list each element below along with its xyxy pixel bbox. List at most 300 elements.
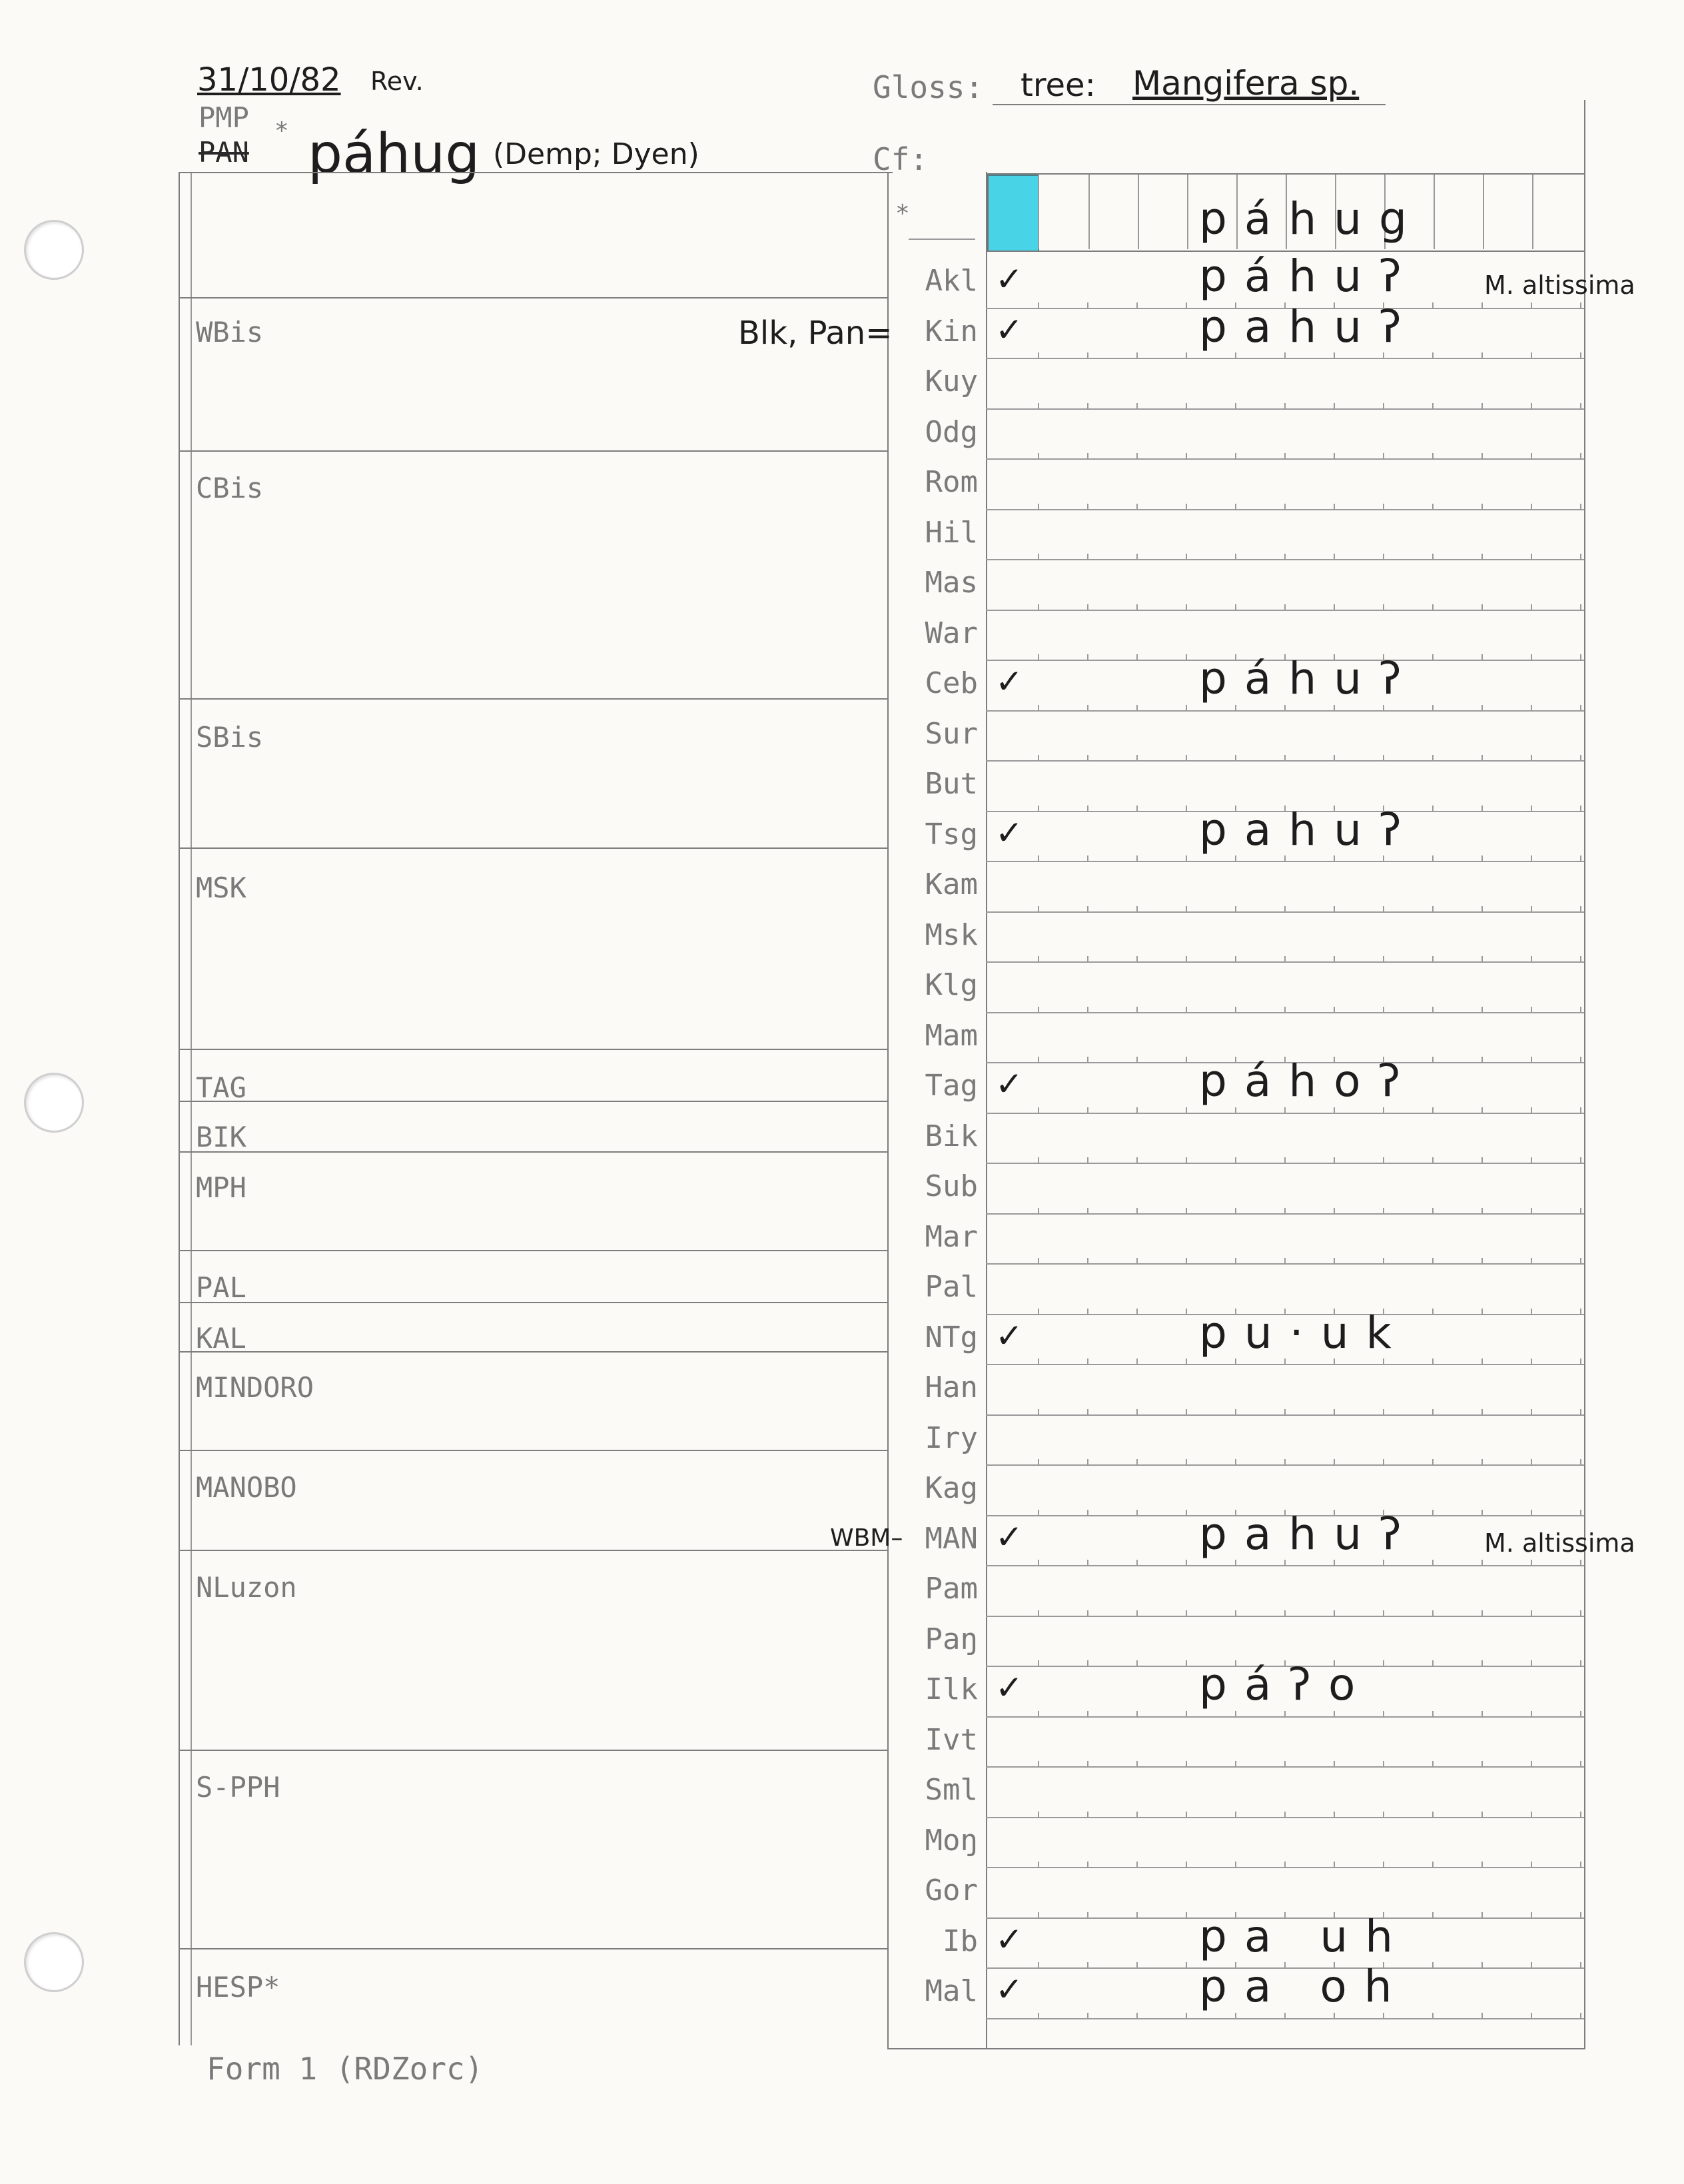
row-tick: [1383, 1862, 1384, 1867]
row-tick: [1136, 1459, 1138, 1464]
row-tick: [1580, 1157, 1581, 1163]
row-tick: [1334, 855, 1335, 861]
reflex-form: pahuʔ: [1199, 1508, 1419, 1560]
row-tick: [1481, 755, 1483, 760]
row-tick: [1087, 1660, 1088, 1666]
language-code: Ilk: [925, 1672, 978, 1706]
row-tick: [1087, 705, 1088, 710]
row-tick: [1136, 1007, 1138, 1012]
row-tick: [1580, 1309, 1581, 1314]
row-tick: [1136, 1208, 1138, 1213]
row-tick: [1432, 1359, 1434, 1364]
row-tick: [1531, 1962, 1532, 1967]
language-code: Hil: [925, 515, 978, 550]
row-tick: [1432, 453, 1434, 458]
row-tick: [1284, 352, 1286, 358]
row-tick: [1481, 906, 1483, 911]
row-tick: [1531, 1912, 1532, 1917]
reflex-form: pa oh: [1199, 1961, 1410, 2012]
row-tick: [1531, 1610, 1532, 1616]
row-tick: [1580, 403, 1581, 408]
check-mark: ✓: [995, 813, 1023, 852]
row-tick: [1186, 2013, 1187, 2018]
row-tick: [1432, 1761, 1434, 1766]
row-tick: [1432, 1258, 1434, 1263]
language-code: Akl: [925, 264, 978, 298]
language-code: Sur: [925, 716, 978, 751]
row-tick: [1038, 1711, 1039, 1716]
row-tick: [1334, 755, 1335, 760]
row-tick: [1580, 1761, 1581, 1766]
row-tick: [1136, 806, 1138, 811]
row-tick: [1087, 1459, 1088, 1464]
grid-column: [1088, 175, 1090, 249]
row-line: [986, 1766, 1584, 1768]
row-tick: [1481, 654, 1483, 660]
row-tick: [1481, 1812, 1483, 1817]
grid-column: [1532, 175, 1533, 249]
row-tick: [1481, 1610, 1483, 1616]
row-tick: [1580, 1560, 1581, 1565]
top-frame: [179, 172, 893, 173]
row-tick: [1432, 1157, 1434, 1163]
row-tick: [1038, 956, 1039, 961]
row-tick: [1087, 654, 1088, 660]
row-tick: [1186, 1560, 1187, 1565]
right-frame: [1584, 100, 1585, 2048]
row-tick: [1284, 1409, 1286, 1414]
row-tick: [1531, 755, 1532, 760]
row-tick: [1334, 2013, 1335, 2018]
row-tick: [1531, 1057, 1532, 1062]
row-line: [986, 1817, 1584, 1818]
row-tick: [1580, 1812, 1581, 1817]
row-tick: [1432, 1309, 1434, 1314]
row-tick: [1481, 1459, 1483, 1464]
row-tick: [1284, 1359, 1286, 1364]
row-tick: [1284, 705, 1286, 710]
language-code: Bik: [925, 1119, 978, 1153]
section-divider: [887, 172, 889, 2048]
row-tick: [1186, 1862, 1187, 1867]
row-tick: [1432, 1007, 1434, 1012]
row-tick: [1038, 504, 1039, 509]
row-tick: [1186, 1258, 1187, 1263]
row-tick: [1235, 1711, 1236, 1716]
row-tick: [1087, 1711, 1088, 1716]
row-tick: [1580, 604, 1581, 610]
row-tick: [1580, 504, 1581, 509]
row-tick: [1186, 1711, 1187, 1716]
row-tick: [1383, 1660, 1384, 1666]
row-tick: [1580, 1912, 1581, 1917]
row-tick: [1136, 1610, 1138, 1616]
row-tick: [1087, 2013, 1088, 2018]
row-tick: [1432, 352, 1434, 358]
row-tick: [1383, 1711, 1384, 1716]
row-line: [986, 1716, 1584, 1718]
row-line: [986, 1616, 1584, 1617]
row-tick: [1481, 855, 1483, 861]
row-tick: [1432, 855, 1434, 861]
row-tick: [1580, 1510, 1581, 1515]
row-tick: [1087, 403, 1088, 408]
row-tick: [1038, 806, 1039, 811]
row-tick: [1038, 1007, 1039, 1012]
sources: (Demp; Dyen): [493, 137, 699, 171]
language-code: NTg: [925, 1320, 978, 1355]
row-tick: [1580, 1459, 1581, 1464]
gloss-underline: [993, 104, 1386, 105]
row-tick: [1383, 604, 1384, 610]
row-tick: [1432, 604, 1434, 610]
row-tick: [1284, 1007, 1286, 1012]
language-code: Mas: [925, 566, 978, 600]
row-tick: [1087, 604, 1088, 610]
check-mark: ✓: [995, 662, 1023, 701]
row-line: [986, 509, 1584, 510]
section-label-bik: BIK: [196, 1121, 246, 1153]
row-tick: [1383, 1560, 1384, 1565]
row-tick: [1481, 403, 1483, 408]
language-code: War: [925, 616, 978, 650]
row-tick: [1334, 554, 1335, 559]
row-tick: [1186, 1057, 1187, 1062]
row-tick: [1580, 855, 1581, 861]
row-tick: [1038, 1560, 1039, 1565]
row-tick: [1087, 1560, 1088, 1565]
row-tick: [1235, 352, 1236, 358]
row-tick: [1580, 956, 1581, 961]
reflex-form: pahuʔ: [1199, 804, 1419, 855]
language-code: Pam: [925, 1572, 978, 1606]
row-tick: [1136, 504, 1138, 509]
row-tick: [1334, 1258, 1335, 1263]
row-tick: [1580, 1057, 1581, 1062]
row-tick: [1432, 1510, 1434, 1515]
row-tick: [1186, 1208, 1187, 1213]
check-mark: ✓: [995, 1919, 1023, 1959]
row-tick: [1334, 1711, 1335, 1716]
row-tick: [1580, 654, 1581, 660]
row-tick: [1383, 554, 1384, 559]
punch-hole-top: [24, 220, 84, 280]
row-tick: [1531, 1007, 1532, 1012]
row-tick: [1383, 1409, 1384, 1414]
row-tick: [1038, 403, 1039, 408]
row-tick: [1481, 1962, 1483, 1967]
language-code: Kag: [925, 1471, 978, 1505]
row-tick: [1087, 906, 1088, 911]
row-tick: [1383, 1007, 1384, 1012]
row-tick: [1383, 956, 1384, 961]
row-tick: [1087, 1057, 1088, 1062]
row-tick: [1334, 1359, 1335, 1364]
row-tick: [1136, 302, 1138, 308]
row-tick: [1087, 1610, 1088, 1616]
row-tick: [1136, 906, 1138, 911]
row-tick: [1531, 453, 1532, 458]
row-tick: [1136, 403, 1138, 408]
row-tick: [1531, 1107, 1532, 1113]
row-tick: [1136, 1912, 1138, 1917]
row-tick: [1531, 554, 1532, 559]
row-tick: [1432, 1912, 1434, 1917]
language-code: Tag: [925, 1069, 978, 1103]
row-tick: [1432, 504, 1434, 509]
row-tick: [1334, 604, 1335, 610]
gloss-value-2: Mangifera sp.: [1132, 64, 1360, 103]
row-tick: [1087, 352, 1088, 358]
row-tick: [1038, 2013, 1039, 2018]
row-tick: [1038, 1107, 1039, 1113]
row-line: [986, 911, 1584, 913]
section-line: [179, 1750, 887, 1751]
row-tick: [1432, 1459, 1434, 1464]
row-tick: [1038, 855, 1039, 861]
row-tick: [1136, 855, 1138, 861]
row-tick: [1383, 755, 1384, 760]
grid-column: [1483, 175, 1484, 249]
section-line: [179, 1049, 887, 1050]
row-tick: [1136, 2013, 1138, 2018]
gloss-label: Gloss:: [873, 69, 984, 105]
row-tick: [1580, 1208, 1581, 1213]
row-tick: [1383, 1359, 1384, 1364]
language-code: MAN: [925, 1521, 978, 1556]
row-tick: [1235, 1258, 1236, 1263]
row-tick: [1383, 2013, 1384, 2018]
man-side-note: WBM–: [830, 1524, 903, 1552]
row-tick: [1284, 504, 1286, 509]
row-tick: [1136, 554, 1138, 559]
row-tick: [1284, 2013, 1286, 2018]
row-tick: [1284, 906, 1286, 911]
row-tick: [1432, 403, 1434, 408]
row-tick: [1038, 1359, 1039, 1364]
row-tick: [1186, 403, 1187, 408]
row-tick: [1481, 554, 1483, 559]
left-frame-inner: [191, 172, 192, 2045]
row-tick: [1136, 1157, 1138, 1163]
row-tick: [1087, 1107, 1088, 1113]
row-tick: [1038, 604, 1039, 610]
reflex-form: páhoʔ: [1199, 1055, 1418, 1107]
row-tick: [1531, 906, 1532, 911]
row-tick: [1038, 705, 1039, 710]
row-tick: [1186, 1007, 1187, 1012]
row-tick: [1235, 1761, 1236, 1766]
row-tick: [1038, 352, 1039, 358]
language-code: Mam: [925, 1018, 978, 1053]
row-tick: [1383, 1107, 1384, 1113]
row-tick: [1383, 1610, 1384, 1616]
row-tick: [1235, 705, 1236, 710]
row-tick: [1481, 956, 1483, 961]
row-tick: [1383, 855, 1384, 861]
row-tick: [1383, 1157, 1384, 1163]
reflex-form: páhuʔ: [1199, 251, 1419, 302]
language-code: Odg: [925, 414, 978, 449]
row-tick: [1284, 403, 1286, 408]
row-tick: [1038, 1157, 1039, 1163]
row-tick: [1038, 755, 1039, 760]
row-tick: [1531, 1560, 1532, 1565]
row-tick: [1432, 1560, 1434, 1565]
row-tick: [1580, 906, 1581, 911]
row-tick: [1186, 855, 1187, 861]
language-code: Moŋ: [925, 1823, 978, 1858]
row-tick: [1580, 1258, 1581, 1263]
row-tick: [1334, 403, 1335, 408]
row-tick: [1580, 755, 1581, 760]
row-tick: [1284, 1560, 1286, 1565]
row-tick: [1186, 352, 1187, 358]
row-tick: [1136, 1409, 1138, 1414]
row-tick: [1087, 1812, 1088, 1817]
section-line: [179, 1948, 887, 1949]
row-tick: [1334, 453, 1335, 458]
row-tick: [1334, 956, 1335, 961]
row-tick: [1531, 1309, 1532, 1314]
row-tick: [1334, 1812, 1335, 1817]
language-code: Kin: [925, 314, 978, 348]
row-tick: [1186, 604, 1187, 610]
row-tick: [1136, 654, 1138, 660]
row-tick: [1531, 1761, 1532, 1766]
row-line: [986, 1163, 1584, 1164]
section-line: [179, 1550, 887, 1551]
row-tick: [1432, 1862, 1434, 1867]
row-tick: [1186, 453, 1187, 458]
row-tick: [1186, 1510, 1187, 1515]
reflex-form: páhuʔ: [1199, 653, 1419, 704]
row-tick: [1284, 604, 1286, 610]
row-tick: [1186, 1962, 1187, 1967]
section-line: [179, 450, 887, 452]
section-label-nluzon: NLuzon: [196, 1571, 297, 1604]
row-tick: [1038, 1660, 1039, 1666]
row-tick: [1432, 1208, 1434, 1213]
language-code: Sub: [925, 1169, 978, 1203]
row-tick: [1235, 855, 1236, 861]
row-line: [986, 358, 1584, 359]
row-tick: [1531, 1812, 1532, 1817]
row-tick: [1334, 1761, 1335, 1766]
row-tick: [1383, 453, 1384, 458]
row-tick: [1284, 855, 1286, 861]
section-line: [179, 847, 887, 849]
row-tick: [1580, 1007, 1581, 1012]
row-tick: [1334, 1560, 1335, 1565]
row-tick: [1087, 1157, 1088, 1163]
row-tick: [1186, 1309, 1187, 1314]
row-tick: [1334, 1107, 1335, 1113]
row-tick: [1432, 1610, 1434, 1616]
row-tick: [1284, 1157, 1286, 1163]
row-tick: [1087, 1409, 1088, 1414]
row-line: [986, 1364, 1584, 1365]
row-tick: [1186, 504, 1187, 509]
row-tick: [1481, 1107, 1483, 1113]
row-line: [986, 1263, 1584, 1265]
row-tick: [1235, 1359, 1236, 1364]
row-tick: [1334, 1862, 1335, 1867]
row-tick: [1481, 1309, 1483, 1314]
row-tick: [1136, 1359, 1138, 1364]
row-tick: [1531, 504, 1532, 509]
reflex-note: M. altissima: [1484, 271, 1635, 300]
language-code: Pal: [925, 1270, 978, 1304]
row-tick: [1580, 453, 1581, 458]
bottom-frame: [887, 2048, 1585, 2049]
row-tick: [1186, 1912, 1187, 1917]
language-code: Mar: [925, 1219, 978, 1254]
row-tick: [1432, 1057, 1434, 1062]
row-tick: [1087, 504, 1088, 509]
row-tick: [1580, 1711, 1581, 1716]
language-code: Rom: [925, 465, 978, 499]
row-tick: [1580, 1409, 1581, 1414]
row-tick: [1432, 554, 1434, 559]
footer-form-label: Form 1 (RDZorc): [207, 2051, 484, 2087]
check-mark: ✓: [995, 260, 1023, 298]
row-tick: [1481, 604, 1483, 610]
section-line: [179, 1151, 887, 1153]
section-line: [179, 1302, 887, 1303]
row-tick: [1038, 1409, 1039, 1414]
row-tick: [1284, 1862, 1286, 1867]
row-tick: [1383, 403, 1384, 408]
row-tick: [1531, 705, 1532, 710]
row-tick: [1531, 1459, 1532, 1464]
row-tick: [1186, 1812, 1187, 1817]
reflex-form: pu·uk: [1199, 1307, 1409, 1359]
row-tick: [1038, 1208, 1039, 1213]
section-label-sbis: SBis: [196, 721, 264, 754]
row-tick: [1235, 504, 1236, 509]
row-tick: [1235, 453, 1236, 458]
row-tick: [1136, 956, 1138, 961]
row-tick: [1432, 755, 1434, 760]
row-tick: [1383, 1761, 1384, 1766]
row-tick: [1481, 453, 1483, 458]
row-tick: [1136, 1711, 1138, 1716]
section-line: [179, 1250, 887, 1251]
row-tick: [1531, 1510, 1532, 1515]
language-code: But: [925, 767, 978, 801]
row-tick: [1038, 1862, 1039, 1867]
reflex-form: pahuʔ: [1199, 300, 1419, 352]
row-line: [986, 861, 1584, 862]
row-tick: [1136, 1962, 1138, 1967]
row-tick: [1531, 1660, 1532, 1666]
row-tick: [1481, 806, 1483, 811]
row-tick: [1383, 906, 1384, 911]
punch-hole-bottom: [24, 1932, 84, 1992]
row-tick: [1580, 806, 1581, 811]
row-tick: [1087, 1208, 1088, 1213]
section-label-pal: PAL: [196, 1271, 246, 1304]
row-tick: [1383, 1812, 1384, 1817]
row-tick: [1580, 1660, 1581, 1666]
row-line: [986, 1414, 1584, 1416]
row-tick: [1136, 1812, 1138, 1817]
reflex-note: M. altissima: [1484, 1528, 1635, 1558]
row-tick: [1531, 654, 1532, 660]
row-tick: [1136, 1258, 1138, 1263]
language-code: Sml: [925, 1773, 978, 1807]
